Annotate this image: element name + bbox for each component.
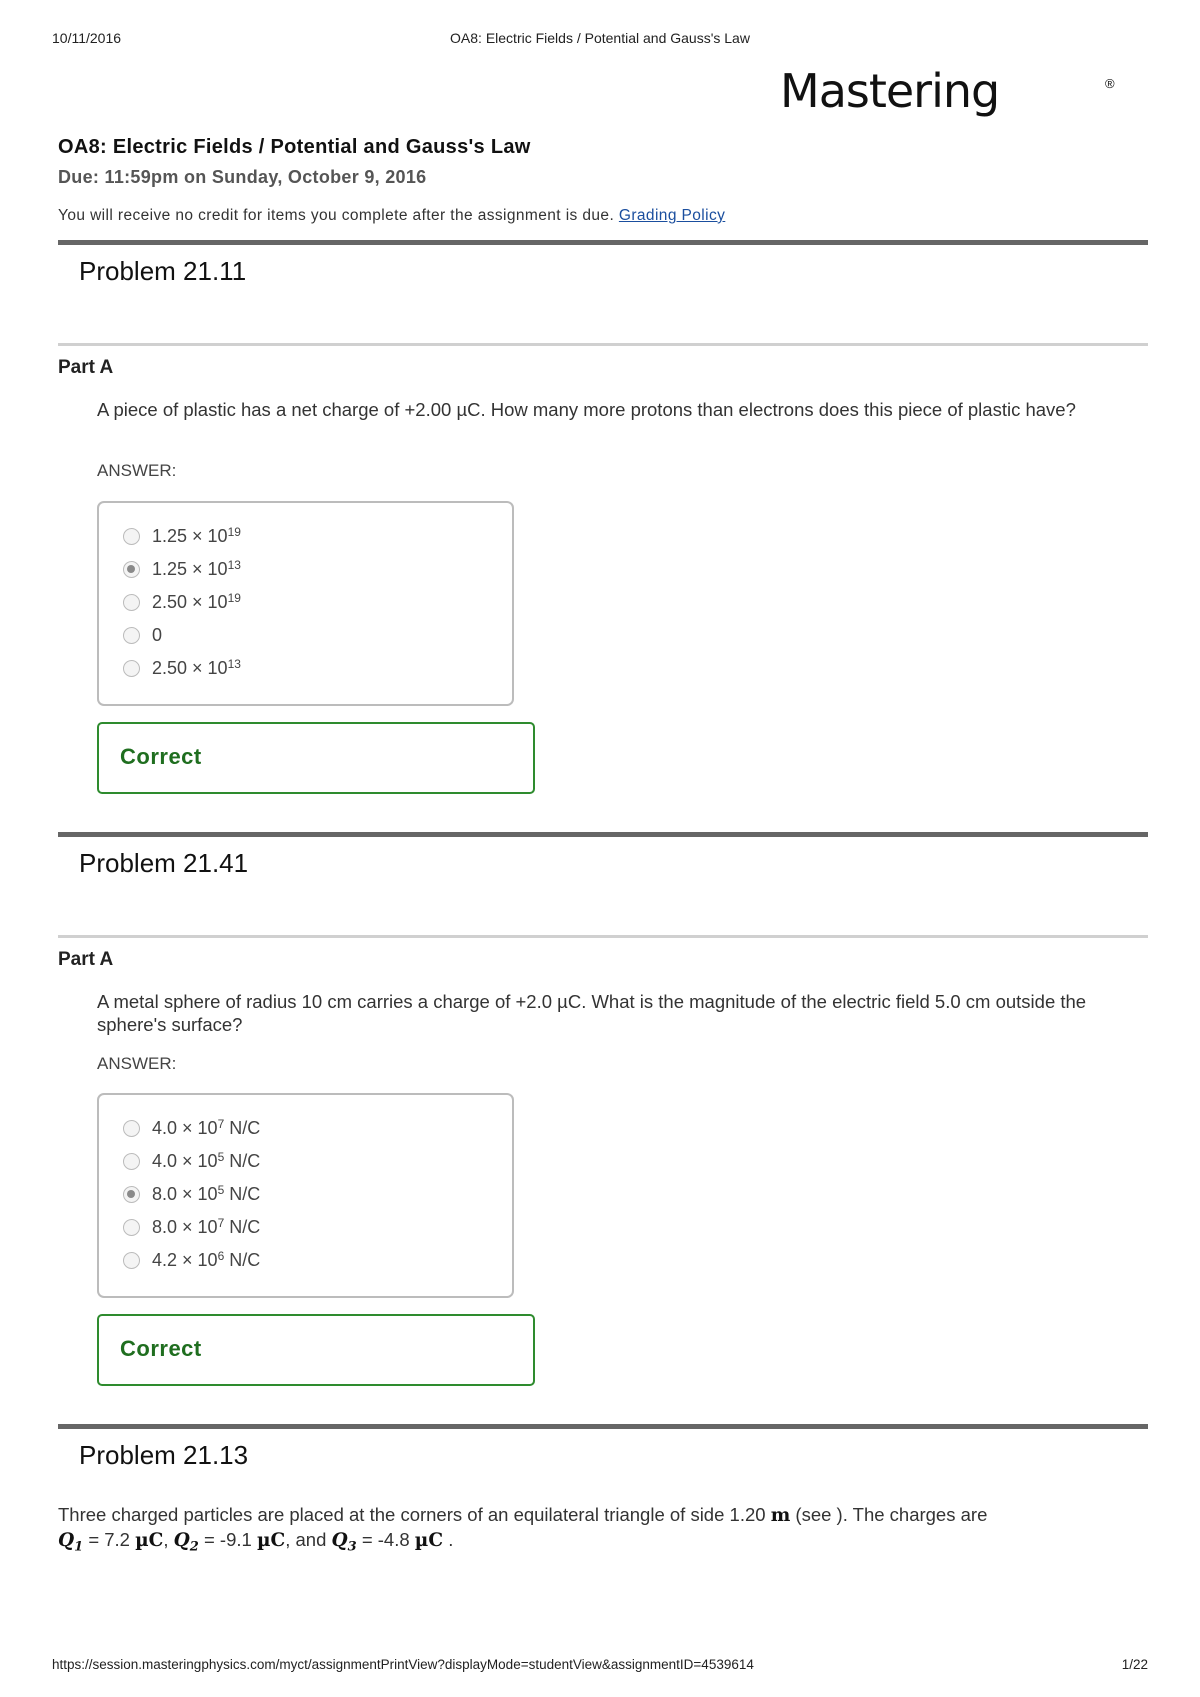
answer-choice[interactable] — [123, 1181, 260, 1207]
answer-choice[interactable] — [123, 589, 241, 615]
answer-choices — [97, 501, 514, 706]
page-url: https://session.masteringphysics.com/myct/assignmentPrintView?displayMode=studentView&assignmentID=4539614 — [52, 1657, 754, 1672]
radio-button[interactable] — [123, 561, 140, 578]
charge-q1-symbol: $Q_1$ — [58, 1530, 84, 1555]
problem-divider — [58, 1424, 1148, 1429]
problem-divider — [58, 240, 1148, 245]
part-divider — [58, 343, 1148, 346]
radio-button[interactable] — [123, 1219, 140, 1236]
answer-choice[interactable] — [123, 622, 162, 648]
choice-label: $4.0 \times 10^5$ N/C — [152, 1150, 261, 1171]
part-title: Part A — [58, 949, 114, 970]
charge-q2-symbol: $Q_2$ — [173, 1530, 199, 1555]
part-divider — [58, 935, 1148, 938]
radio-button[interactable] — [123, 627, 140, 644]
mastering-logo: Mastering — [780, 64, 1000, 118]
registered-mark: ® — [1105, 76, 1115, 91]
assignment-title: OA8: Electric Fields / Potential and Gauss's Law — [58, 136, 531, 158]
policy-notice — [58, 207, 725, 225]
question-text: A piece of plastic has a net charge of +2.00 µC. How many more protons than electrons does this piece of plastic have? — [97, 399, 1076, 420]
choice-label: $2.50 \times 10^{13}$ — [152, 657, 241, 678]
feedback-correct — [97, 722, 535, 794]
answer-choice[interactable] — [123, 655, 241, 681]
answer-label: ANSWER: — [97, 461, 177, 480]
answer-choice[interactable] — [123, 1115, 260, 1141]
print-page-title: OA8: Electric Fields / Potential and Gauss's Law — [450, 30, 750, 46]
answer-choice[interactable] — [123, 1247, 260, 1273]
question-text: A metal sphere of radius 10 cm carries a charge of +2.0 µC. What is the magnitude of the electric field 5.0 cm outside the sphere's surface? — [97, 991, 1087, 1035]
feedback-correct — [97, 1314, 535, 1386]
problem-divider — [58, 832, 1148, 837]
choice-label: $1.25 \times 10^{19}$ — [152, 525, 241, 546]
problem-intro-text: Three charged particles are placed at the corners of an equilateral triangle of side 1.20 m (see ). The charges are $Q_1 = 7.2$ µC, $Q_2 = -9.1$ µC, and $Q_3 = -4.8$ µC . — [58, 1504, 988, 1555]
radio-button[interactable] — [123, 594, 140, 611]
grading-policy-link[interactable]: Grading Policy — [618, 207, 726, 224]
choice-label: $4.0 \times 10^7$ N/C — [152, 1117, 261, 1138]
charge-q3-symbol: $Q_3$ — [331, 1530, 357, 1555]
answer-choices — [97, 1093, 514, 1298]
page-number: 1/22 — [1121, 1657, 1148, 1672]
choice-label: $8.0 \times 10^5$ N/C — [152, 1183, 261, 1204]
radio-button[interactable] — [123, 1186, 140, 1203]
choice-label: 0 — [152, 625, 163, 645]
answer-choice[interactable] — [123, 556, 241, 582]
policy-text: You will receive no credit for items you complete after the assignment is due. — [58, 207, 615, 224]
choice-label: $4.2 \times 10^6$ N/C — [152, 1249, 261, 1270]
print-date: 10/11/2016 — [52, 30, 122, 46]
radio-button[interactable] — [123, 528, 140, 545]
choice-label: $2.50 \times 10^{19}$ — [152, 591, 241, 612]
radio-button[interactable] — [123, 660, 140, 677]
problem-title: Problem 21.11 — [79, 256, 247, 286]
problem-title: Problem 21.41 — [79, 848, 249, 878]
due-date: Due: 11:59pm on Sunday, October 9, 2016 — [58, 167, 427, 187]
answer-label: ANSWER: — [97, 1054, 177, 1073]
feedback-text: Correct — [120, 1336, 202, 1361]
radio-button[interactable] — [123, 1120, 140, 1137]
answer-choice[interactable] — [123, 1214, 260, 1240]
unit-meters: m — [770, 1505, 791, 1526]
radio-button[interactable] — [123, 1252, 140, 1269]
answer-choice[interactable] — [123, 523, 241, 549]
print-header — [52, 30, 1148, 50]
problem-title: Problem 21.13 — [79, 1440, 249, 1470]
radio-button[interactable] — [123, 1153, 140, 1170]
feedback-text: Correct — [120, 744, 202, 769]
choice-label: $8.0 \times 10^7$ N/C — [152, 1216, 261, 1237]
part-title: Part A — [58, 357, 114, 378]
answer-choice[interactable] — [123, 1148, 260, 1174]
choice-label: $1.25 \times 10^{13}$ — [152, 558, 241, 579]
